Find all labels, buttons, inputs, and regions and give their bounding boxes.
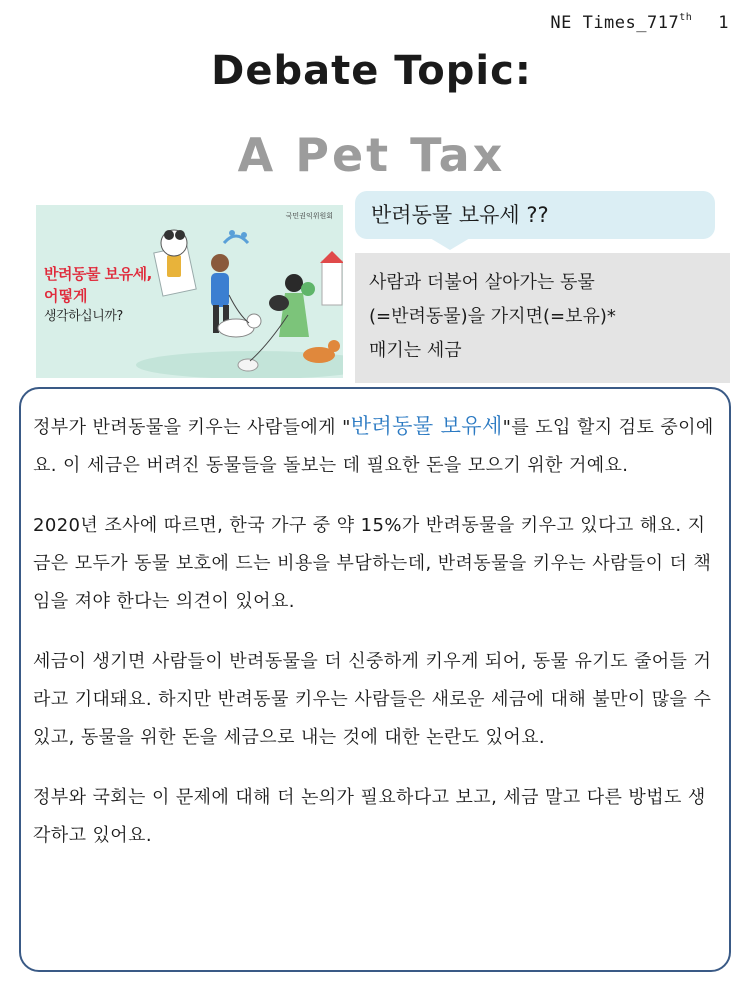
- article-box: [19, 387, 731, 972]
- page-subtitle: A Pet Tax: [237, 128, 506, 182]
- issue-label: NE Times_717: [550, 13, 680, 33]
- illustration-question: 생각하십니까?: [44, 309, 123, 324]
- definition-line-1: 사람과 더불어 살아가는 동물: [369, 272, 595, 293]
- ministry-logo-text: 국민권익위원회: [285, 212, 333, 220]
- article-paragraph-3: 세금이 생기면 사람들이 반려동물을 더 신중하게 키우게 되어, 동물 유기도 줄어들 거라고 기대돼요. 하지만 반려동물 키우는 사람들은 새로운 세금에 대해 불만이 많을 수 있고, 동물을 위한 돈을 세금으로 내는 것에 대한 논란도 있어요.: [33, 651, 712, 748]
- article-paragraph-1: [33, 407, 715, 485]
- p1-text-a: 정부가 반려동물을 키우는 사람들에게 ": [33, 417, 351, 438]
- speech-bubble: 반려동물 보유세 ??: [355, 191, 715, 239]
- article-paragraph-4: 정부와 국회는 이 문제에 대해 더 논의가 필요하다고 보고, 세금 말고 다른 방법도 생각하고 있어요.: [33, 787, 706, 846]
- definition-box: [355, 253, 730, 383]
- definition-line-2: (=반려동물)을 가지면(=보유)*: [369, 306, 616, 327]
- issue-header: [550, 12, 729, 33]
- page-number: 1: [718, 13, 729, 33]
- speech-bubble-tail: [430, 238, 470, 252]
- issue-suffix: th: [679, 12, 693, 23]
- illustration-headline: 반려동물 보유세,: [44, 265, 152, 283]
- illustration-headline-2: 어떻게: [44, 287, 88, 305]
- campaign-illustration: [36, 205, 343, 378]
- p1-text-b: "를 도입 할지 검토 중이에요. 이 세금은 버려진 동물들을 돌보는 데 필요한 돈을 모으기 위한 거예요.: [33, 417, 714, 476]
- highlighted-term: 반려동물 보유세: [350, 414, 503, 438]
- definition-line-3: 매기는 세금: [369, 340, 462, 361]
- article-paragraph-2: 2020년 조사에 따르면, 한국 가구 중 약 15%가 반려동물을 키우고 있다고 해요. 지금은 모두가 동물 보호에 드는 비용을 부담하는데, 반려동물을 키우는 사람들이 더 책임을 져야 한다는 의견이 있어요.: [33, 515, 712, 612]
- page-title: Debate Topic:: [211, 48, 532, 94]
